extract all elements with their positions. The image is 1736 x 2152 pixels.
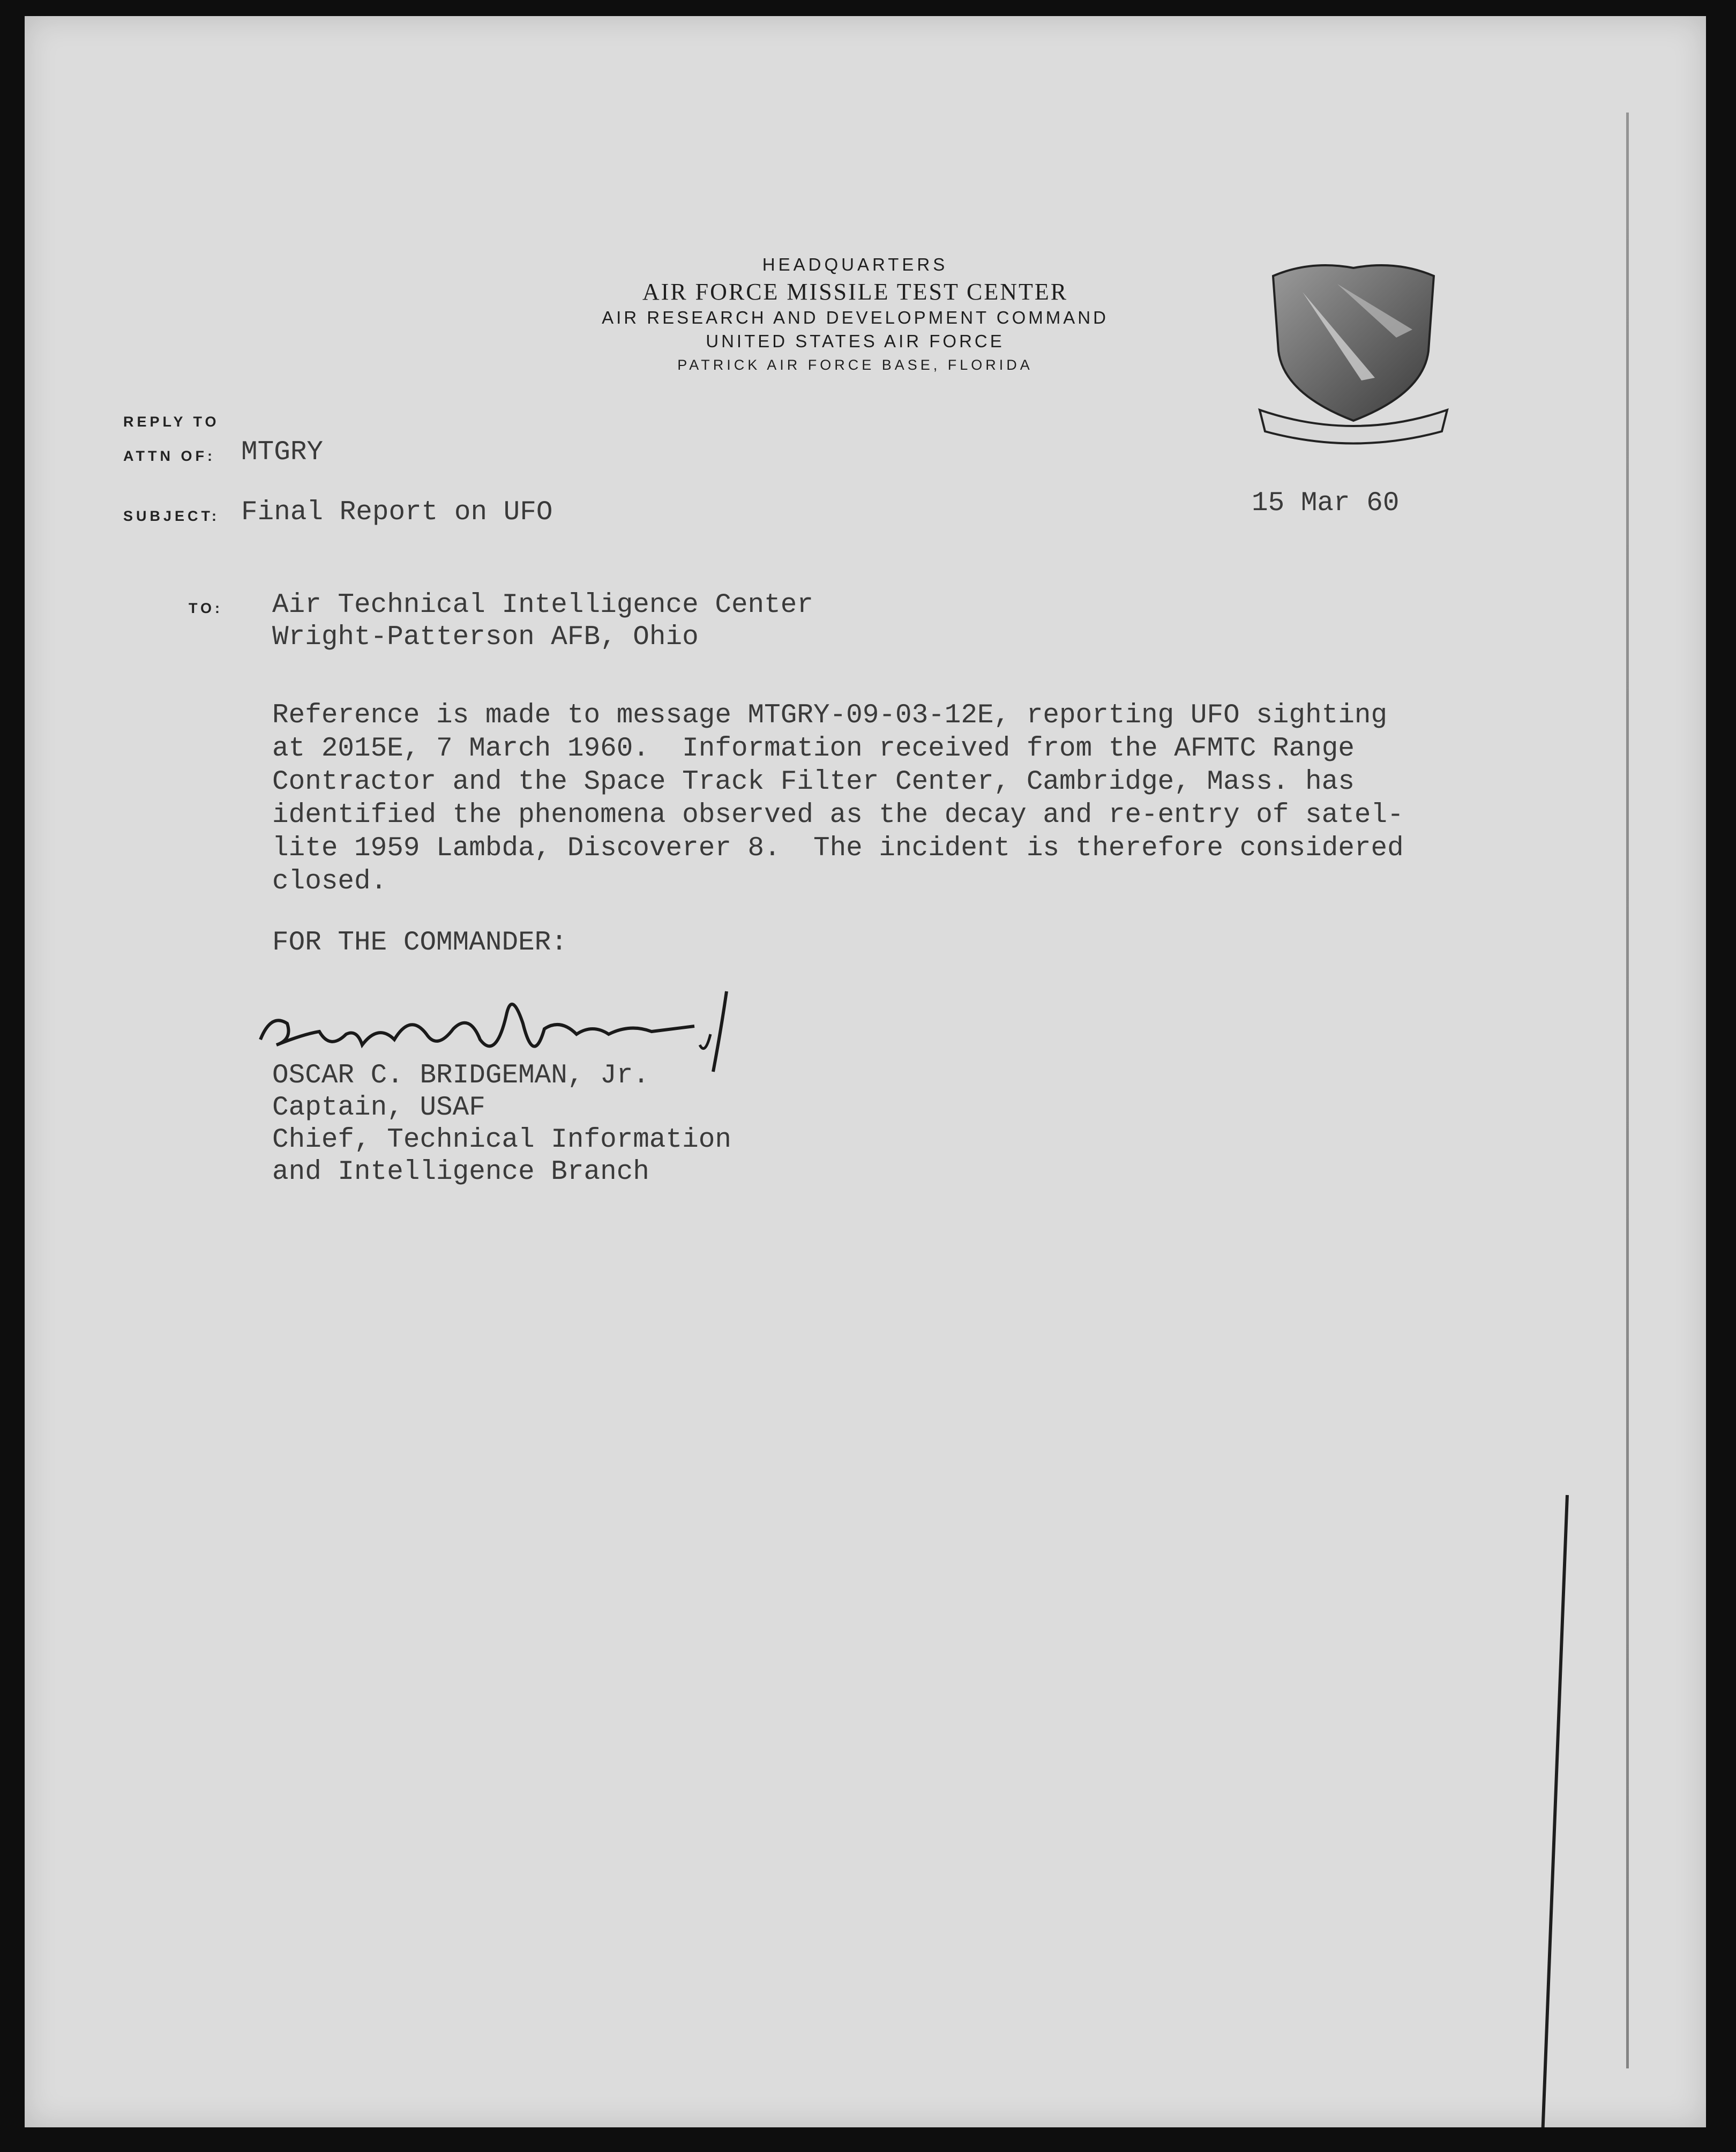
to-line-2: Wright-Patterson AFB, Ohio [272,622,699,653]
letterhead-line-1: HEADQUARTERS [762,255,948,274]
page-edge-line [1626,113,1629,2068]
attn-of-label: ATTN OF: [123,448,215,464]
signer-rank: Captain, USAF [272,1093,485,1123]
body-line: at 2015E, 7 March 1960. Information received from the AFMTC Range [272,734,1355,764]
letterhead-line-5: PATRICK AIR FORCE BASE, FLORIDA [677,357,1033,373]
attn-of-value: MTGRY [241,437,324,468]
body-line: Reference is made to message MTGRY-09-03-12E, reporting UFO sighting [272,700,1388,731]
air-force-missile-test-center-seal-icon [1252,260,1455,445]
body-line: lite 1959 Lambda, Discoverer 8. The incident is therefore considered [272,833,1404,864]
body-line: closed. [272,866,387,897]
subject-value: Final Report on UFO [241,497,553,528]
body-paragraph [272,699,1419,899]
date: 15 Mar 60 [1252,488,1400,519]
document-page [25,16,1706,2127]
letterhead [453,255,1257,373]
body-line: identified the phenomena observed as the decay and re-entry of satel- [272,800,1404,831]
signer-name: OSCAR C. BRIDGEMAN, Jr. [272,1060,649,1091]
closing-for-line: FOR THE COMMANDER: [272,928,567,958]
reply-to-label: REPLY TO [123,414,220,430]
subject-label: SUBJECT: [123,508,220,524]
letterhead-line-2: AIR FORCE MISSILE TEST CENTER [642,279,1068,305]
body-line: Contractor and the Space Track Filter Center, Cambridge, Mass. has [272,767,1355,797]
to-line-1: Air Technical Intelligence Center [272,590,813,621]
to-label: TO: [189,600,223,616]
letterhead-line-3: AIR RESEARCH AND DEVELOPMENT COMMAND [602,308,1109,327]
signer-title-1: Chief, Technical Information [272,1125,731,1155]
letterhead-line-4: UNITED STATES AIR FORCE [706,331,1005,351]
signer-title-2: and Intelligence Branch [272,1157,649,1187]
page-crease-line [1541,1495,1569,2127]
